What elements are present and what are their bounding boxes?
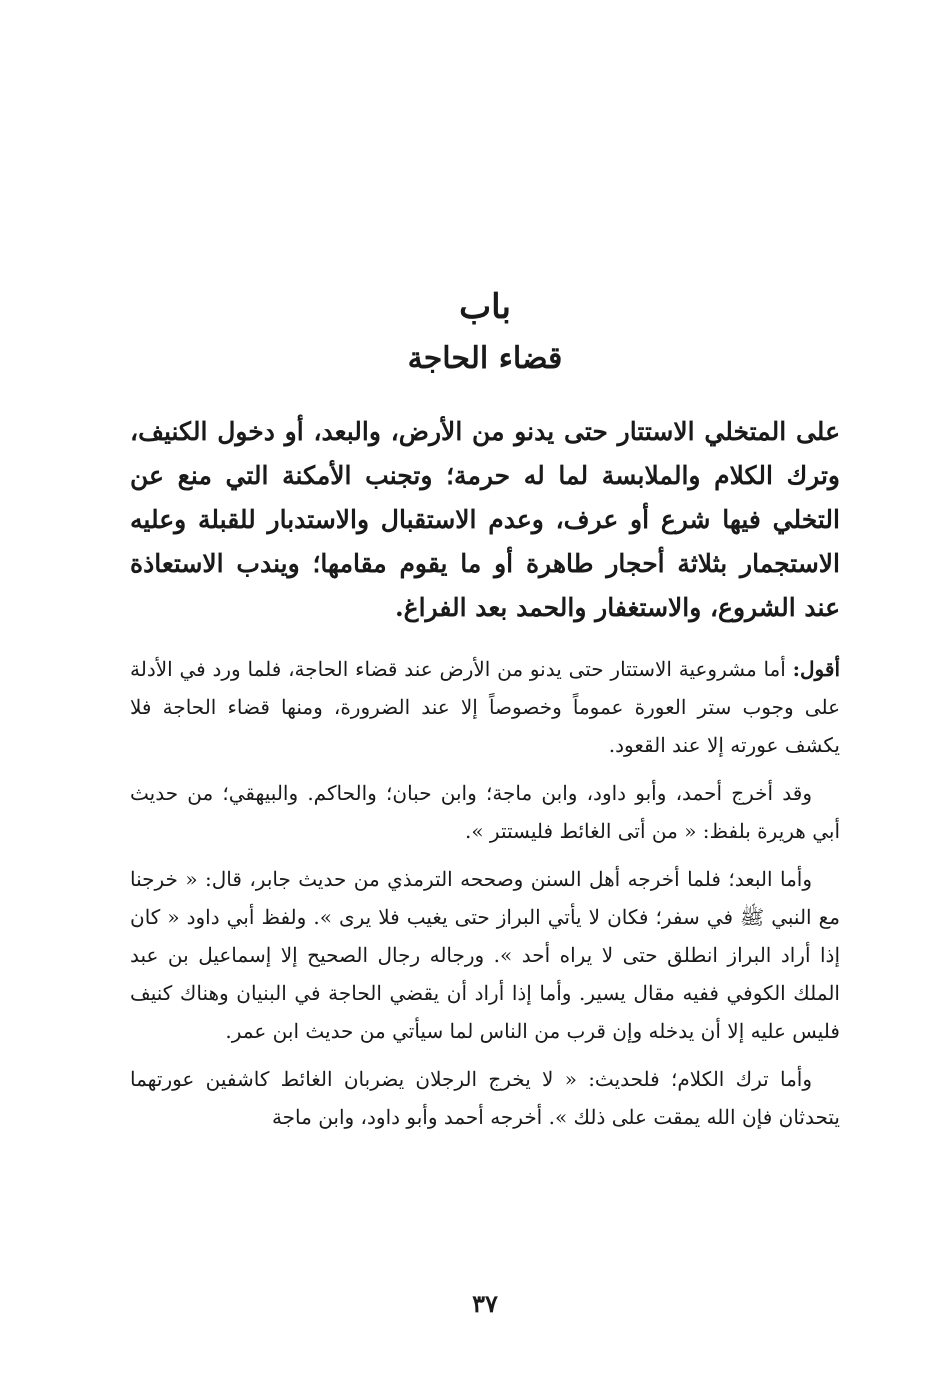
book-page <box>130 0 840 1380</box>
page-number: ٣٧ <box>472 1289 498 1318</box>
commentary-paragraph-2: وقد أخرج أحمد، وأبو داود، وابن ماجة؛ وابن حبان؛ والحاكم. والبيهقي؛ من حديث أبي هريرة بلفظ: « من أتى الغائط فليستتر ». <box>130 781 840 843</box>
commentary-paragraph-1 <box>130 650 840 764</box>
chapter-label: باب <box>459 287 511 327</box>
commentary <box>130 650 840 1146</box>
main-text: على المتخلي الاستتار حتى يدنو من الأرض، والبعد، أو دخول الكنيف، وترك الكلام والملابسة لما له حرمة؛ وتجنب الأمكنة التي منع عن التخلي فيها شرع أو عرف، وعدم الاستقبال والاستدبار للقبلة وعليه الاستجمار بثلاثة أحجار طاهرة أو ما يقوم مقامها؛ ويندب الاستعاذة عند الشروع، والاستغفار والحمد بعد الفراغ. <box>130 417 840 622</box>
commentary-paragraph-4: وأما ترك الكلام؛ فلحديث: « لا يخرج الرجلان يضربان الغائط كاشفين عورتهما يتحدثان فإن الله يمقت على ذلك ». أخرجه أحمد وأبو داود، وابن ماجة <box>130 1067 840 1129</box>
chapter-title: قضاء الحاجة <box>407 341 563 376</box>
commentary-paragraph-1-text: أما مشروعية الاستتار حتى يدنو من الأرض عند قضاء الحاجة، فلما ورد في الأدلة على وجوب ستر العورة عموماً وخصوصاً إلا عند الضرورة، ومنها قضاء الحاجة فلا يكشف عورته إلا عند القعود. <box>130 657 840 757</box>
commentary-paragraph-3: وأما البعد؛ فلما أخرجه أهل السنن وصححه الترمذي من حديث جابر، قال: « خرجنا مع النبي ﷺ في سفر؛ فكان لا يأتي البراز حتى يغيب فلا يرى ». ولفظ أبي داود « كان إذا أراد البراز انطلق حتى لا يراه أحد ». ورجاله رجال الصحيح إلا إسماعيل بن عبد الملك الكوفي ففيه مقال يسير. وأما إذا أراد أن يقضي الحاجة في البنيان وهناك كنيف فليس عليه إلا أن يدخله وإن قرب من الناس لما سيأتي من حديث ابن عمر. <box>130 867 840 1043</box>
lead-word: أقول: <box>792 657 841 681</box>
